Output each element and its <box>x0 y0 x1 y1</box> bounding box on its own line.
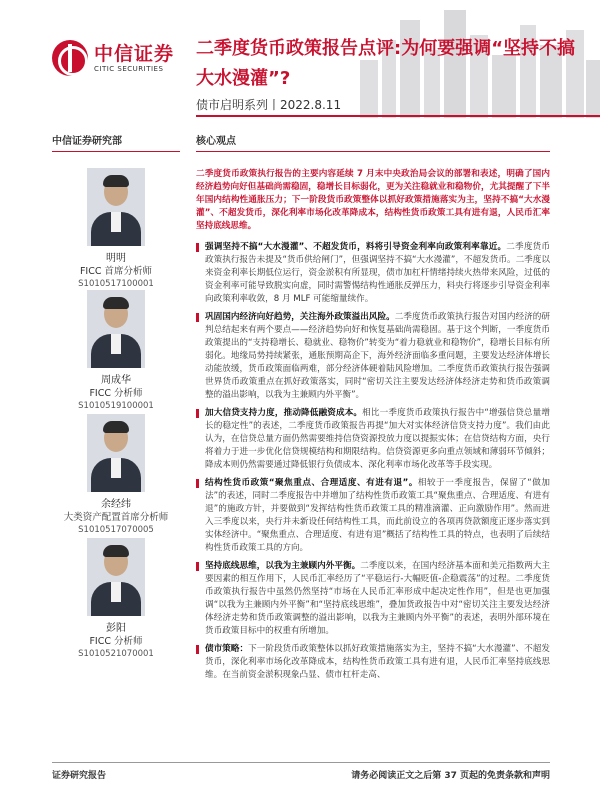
research-dept-heading: 中信证券研究部 <box>52 132 180 152</box>
key-point-text: 二季度以来，在国内经济基本面和美元指数两大主要因素的相互作用下，人民币汇率经历了“平稳运行-大幅贬值-企稳震荡”的过程。二季度货币政策执行报告中虽然仍然坚持“市场在人民币汇率形成中起决定性作用”，但是也更加强调“以我为主兼顾内外平衡”和“坚持底线思维”，叠加货政报告中对“密切关注主要发达经济体经济走势和货币政策调整的溢出影响，以我为主兼顾内外平衡”的表述，表明外部环境在货币政策目标中的权重有所增加。 <box>205 561 550 636</box>
analyst-card <box>52 290 180 413</box>
key-point-heading: 巩固国内经济向好趋势，关注海外政策溢出风险。 <box>205 312 395 322</box>
key-point-heading: 债市策略： <box>205 644 249 654</box>
analyst-photo <box>87 168 145 246</box>
key-point-heading: 加大信贷支持力度，推动降低融资成本。 <box>205 408 363 418</box>
analyst-photo <box>87 414 145 492</box>
footer-report-type: 证券研究报告 <box>52 771 107 781</box>
citic-logo <box>52 38 202 78</box>
report-header <box>0 0 600 118</box>
analyst-name: 彭阳 <box>106 623 126 634</box>
analyst-role: 大类资产配置首席分析师 <box>63 512 169 523</box>
analyst-card <box>52 414 180 537</box>
key-point-heading: 坚持底线思维，以我为主兼顾内外平衡。 <box>205 561 361 571</box>
key-point-heading: 强调坚持不搞“大水漫灌”、不超发货币，料将引导资金利率向政策利率靠近。 <box>205 242 507 252</box>
key-point-text: 相比一季度货币政策执行报告中“增强信贷总量增长的稳定性”的表述，二季度货币政策报告再提“加大对实体经济信贷支持力度”。我们由此认为，在信贷总量方面仍然需要维持信贷资源投放力度以提振实体；在信贷结构方面，央行将着力于进一步优化信贷规模结构和期限结构。信贷资源更多向重点领域和薄弱环节倾斜；降成本则仍然需要通过降低银行负债成本、深化利率市场化改革等手段实现。 <box>205 408 550 470</box>
summary-paragraph: 二季度货币政策执行报告的主要内容延续 7 月末中央政治局会议的部署和表述，明确了国内经济趋势向好但基础尚需稳固，稳增长目标弱化，更为关注稳就业和稳物价，尤其提醒了下半年国内结构性通胀压力；下一阶段货币政策整体以抓好政策措施落实为主，坚持不搞“大水漫灌”、不超发货币，深化利率市场化改革降成本，结构性货币政策工具有进有退，人民币汇率坚持底线思维。 <box>196 169 550 231</box>
analyst-role: FICC 分析师 <box>89 388 143 399</box>
footer-disclaimer: 请务必阅读正文之后第 37 页起的免责条款和声明 <box>351 771 550 781</box>
analyst-role: FICC 首席分析师 <box>79 266 153 277</box>
key-point <box>196 407 550 472</box>
key-points-list <box>196 241 550 682</box>
report-series-date: 债市启明系列丨2022.8.11 <box>196 98 342 112</box>
analyst-column <box>52 132 180 659</box>
analyst-photo <box>87 290 145 368</box>
analyst-photo <box>87 538 145 616</box>
key-point-heading: 结构性货币政策“聚焦重点、合理适度、有进有退”。 <box>205 478 418 488</box>
analyst-card <box>52 168 180 291</box>
key-point-text: 下一阶段货币政策整体以抓好政策措施落实为主，坚持不搞“大水漫灌”、不超发货币，深化利率市场化改革降成本，结构性货币政策工具有进有退，人民币汇率坚持底线思维。在当前资金淤积现象凸显、债市杠杆走高、 <box>205 644 550 680</box>
analyst-license-id: S1010521070001 <box>78 649 154 659</box>
analyst-role: FICC 分析师 <box>89 636 143 647</box>
footer-divider <box>52 762 550 763</box>
logo-chinese-text: 中信证券 <box>94 43 175 65</box>
logo-english-text: CITIC SECURITIES <box>94 65 164 73</box>
analyst-card <box>52 538 180 661</box>
analyst-license-id: S1010517070005 <box>78 525 154 535</box>
key-point <box>196 311 550 402</box>
report-title: 二季度货币政策报告点评:为何要强调“坚持不搞大水漫灌”? <box>196 38 576 89</box>
analyst-name: 周成华 <box>101 375 131 386</box>
analyst-license-id: S1010517100001 <box>78 279 154 289</box>
core-views-column <box>196 132 550 687</box>
citic-logo-icon <box>52 40 88 76</box>
title-divider <box>196 115 600 117</box>
core-views-heading: 核心观点 <box>196 132 550 152</box>
key-point-text: 相较于一季度报告，保留了“做加法”的表述，同时二季度报告中并增加了结构性货币政策工具“聚焦重点、合理适度、有进有退”的施政方针，并要做到“发挥结构性货币政策工具的精准滴灌、正向激励作用”。然而进入三季度以来，央行并未新设任何结构性工具，而此前设立的各项再贷款额度正逐步落实到实体经济中。“聚焦重点、合理适度、有进有退”概括了结构性工具的特点，也表明了后续结构性货币政策工具的方向。 <box>205 478 550 553</box>
key-point <box>196 241 550 306</box>
key-point-text: 二季度货币政策执行报告未提及“货币供给闸门”，但强调坚持不搞“大水漫灌”，不超发货币。二季度以来资金利率长期低位运行，资金淤积有所显现，债市加杠杆情绪持续火热带来风险，过低的资金利率可能导致脱实向虚，同时需警惕结构性通胀反弹压力，料央行将逐步引导资金利率向政策利率收敛，8 月 MLF 可能缩量续作。 <box>205 242 550 304</box>
key-point-text: 二季度货币政策执行报告对国内经济的研判总结起来有两个要点——经济趋势向好和恢复基础尚需稳固。基于这个判断，一季度货币政策提出的“支持稳增长、稳就业、稳物价”转变为“着力稳就业和稳物价”，稳增长目标有所弱化。地缘局势持续紧张，通胀预期高企下，海外经济面临多重问题，主要发达经济体增长动能放缓，货币政策面临两难，部分经济体硬着陆风险增加。二季度货币政策执行报告强调世界货币政策重点在抓好政策落实，同时“密切关注主要发达经济体经济走势和货币政策调整的溢出影响，以我为主兼顾内外平衡”。 <box>205 312 550 400</box>
analyst-name: 明明 <box>106 253 126 264</box>
key-point <box>196 477 550 555</box>
key-point <box>196 560 550 638</box>
key-point <box>196 643 550 682</box>
analyst-name: 余经纬 <box>101 499 131 510</box>
analyst-license-id: S1010519100001 <box>78 401 154 411</box>
